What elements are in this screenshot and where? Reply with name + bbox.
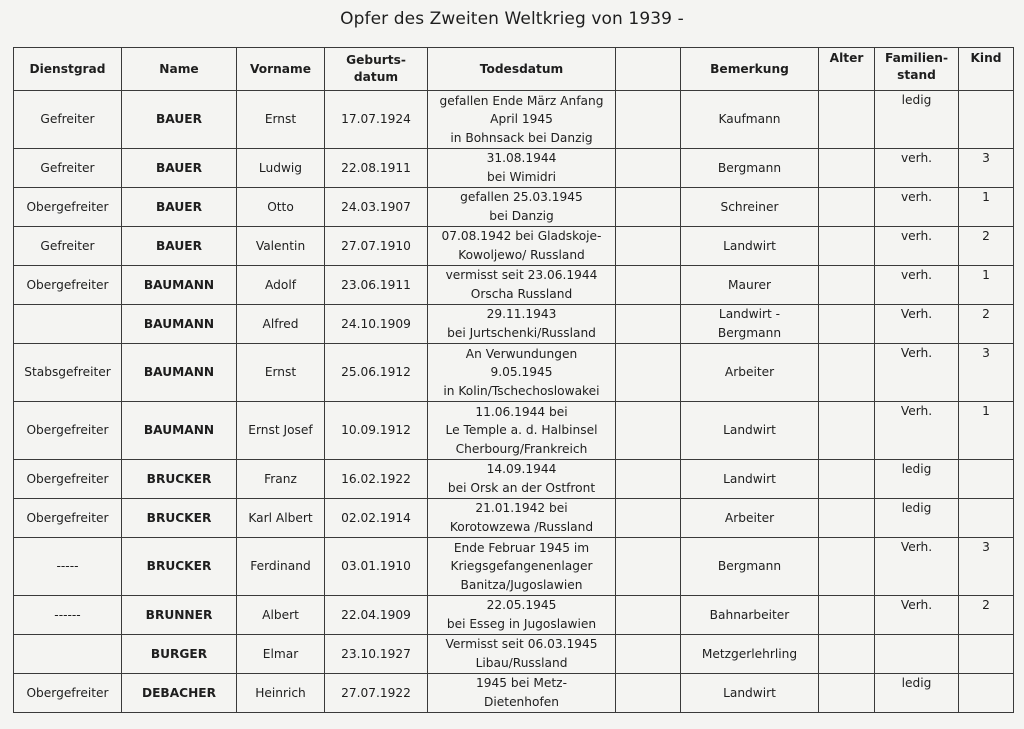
cell-blank [616, 344, 681, 402]
cell-dienstgrad: Obergefreiter [14, 499, 122, 538]
table-row [14, 91, 1014, 149]
casualty-table [13, 47, 1014, 713]
cell-vorname: Elmar [237, 635, 325, 674]
cell-name: BAUER [122, 227, 237, 266]
cell-todesdatum: 1945 bei Metz- Dietenhofen [428, 674, 616, 713]
cell-familienstand: Verh. [875, 402, 959, 460]
cell-dienstgrad: Obergefreiter [14, 674, 122, 713]
cell-todesdatum: 29.11.1943 bei Jurtschenki/Russland [428, 305, 616, 344]
cell-geburtsdatum: 27.07.1910 [325, 227, 428, 266]
table-row [14, 227, 1014, 266]
cell-alter [819, 344, 875, 402]
cell-geburtsdatum: 25.06.1912 [325, 344, 428, 402]
cell-geburtsdatum: 03.01.1910 [325, 538, 428, 596]
cell-todesdatum: gefallen Ende März Anfang April 1945 in Bohnsack bei Danzig [428, 91, 616, 149]
header-blank [616, 48, 681, 91]
header-vorname: Vorname [237, 48, 325, 91]
header-dienstgrad: Dienstgrad [14, 48, 122, 91]
cell-familienstand: Verh. [875, 596, 959, 635]
cell-familienstand: Verh. [875, 344, 959, 402]
cell-bemerkung: Landwirt [681, 402, 819, 460]
cell-blank [616, 635, 681, 674]
cell-vorname: Ernst [237, 91, 325, 149]
cell-blank [616, 227, 681, 266]
cell-bemerkung: Bergmann [681, 149, 819, 188]
cell-vorname: Ferdinand [237, 538, 325, 596]
cell-vorname: Albert [237, 596, 325, 635]
cell-alter [819, 538, 875, 596]
cell-vorname: Ernst [237, 344, 325, 402]
cell-familienstand: Verh. [875, 305, 959, 344]
table-body [14, 91, 1014, 713]
cell-alter [819, 402, 875, 460]
cell-kind: 2 [959, 596, 1014, 635]
cell-dienstgrad: Obergefreiter [14, 266, 122, 305]
cell-alter [819, 188, 875, 227]
cell-todesdatum: 07.08.1942 bei Gladskoje- Kowoljewo/ Russland [428, 227, 616, 266]
cell-bemerkung: Kaufmann [681, 91, 819, 149]
cell-todesdatum: 14.09.1944 bei Orsk an der Ostfront [428, 460, 616, 499]
cell-vorname: Otto [237, 188, 325, 227]
cell-name: BAUER [122, 149, 237, 188]
cell-name: BAUMANN [122, 402, 237, 460]
cell-blank [616, 460, 681, 499]
cell-geburtsdatum: 10.09.1912 [325, 402, 428, 460]
cell-kind: 3 [959, 149, 1014, 188]
cell-geburtsdatum: 23.06.1911 [325, 266, 428, 305]
table-row [14, 305, 1014, 344]
cell-bemerkung: Landwirt [681, 460, 819, 499]
cell-vorname: Karl Albert [237, 499, 325, 538]
table-row [14, 596, 1014, 635]
cell-todesdatum: 31.08.1944 bei Wimidri [428, 149, 616, 188]
cell-geburtsdatum: 23.10.1927 [325, 635, 428, 674]
cell-vorname: Valentin [237, 227, 325, 266]
cell-dienstgrad: ------ [14, 596, 122, 635]
table-row [14, 635, 1014, 674]
cell-name: BRUNNER [122, 596, 237, 635]
table-row [14, 344, 1014, 402]
header-familienstand: Familien- stand [875, 48, 959, 91]
cell-blank [616, 402, 681, 460]
cell-todesdatum: 22.05.1945 bei Esseg in Jugoslawien [428, 596, 616, 635]
cell-name: BAUMANN [122, 266, 237, 305]
cell-geburtsdatum: 27.07.1922 [325, 674, 428, 713]
cell-vorname: Franz [237, 460, 325, 499]
cell-alter [819, 149, 875, 188]
cell-dienstgrad: Gefreiter [14, 149, 122, 188]
cell-kind [959, 635, 1014, 674]
cell-dienstgrad: ----- [14, 538, 122, 596]
cell-name: BRUCKER [122, 460, 237, 499]
table-row [14, 499, 1014, 538]
cell-dienstgrad: Gefreiter [14, 91, 122, 149]
header-geburtsdatum: Geburts- datum [325, 48, 428, 91]
cell-blank [616, 305, 681, 344]
cell-todesdatum: An Verwundungen 9.05.1945 in Kolin/Tschechoslowakei [428, 344, 616, 402]
cell-bemerkung: Metzgerlehrling [681, 635, 819, 674]
cell-geburtsdatum: 24.03.1907 [325, 188, 428, 227]
cell-alter [819, 227, 875, 266]
cell-familienstand: ledig [875, 499, 959, 538]
cell-familienstand: verh. [875, 188, 959, 227]
page-title: Opfer des Zweiten Weltkrieg von 1939 - [340, 9, 684, 29]
cell-bemerkung: Bergmann [681, 538, 819, 596]
header-name: Name [122, 48, 237, 91]
cell-vorname: Ernst Josef [237, 402, 325, 460]
cell-familienstand: verh. [875, 149, 959, 188]
cell-vorname: Adolf [237, 266, 325, 305]
cell-dienstgrad [14, 305, 122, 344]
cell-geburtsdatum: 24.10.1909 [325, 305, 428, 344]
cell-alter [819, 596, 875, 635]
cell-dienstgrad: Obergefreiter [14, 460, 122, 499]
cell-bemerkung: Maurer [681, 266, 819, 305]
cell-geburtsdatum: 22.04.1909 [325, 596, 428, 635]
cell-name: BRUCKER [122, 499, 237, 538]
cell-dienstgrad [14, 635, 122, 674]
table-row [14, 460, 1014, 499]
cell-geburtsdatum: 16.02.1922 [325, 460, 428, 499]
cell-kind: 2 [959, 305, 1014, 344]
header-alter: Alter [819, 48, 875, 91]
cell-kind: 2 [959, 227, 1014, 266]
cell-vorname: Alfred [237, 305, 325, 344]
cell-kind: 3 [959, 344, 1014, 402]
cell-name: BAUMANN [122, 344, 237, 402]
cell-kind [959, 460, 1014, 499]
table-row [14, 149, 1014, 188]
cell-alter [819, 266, 875, 305]
cell-bemerkung: Arbeiter [681, 344, 819, 402]
cell-bemerkung: Bahnarbeiter [681, 596, 819, 635]
header-row [14, 48, 1014, 91]
cell-blank [616, 499, 681, 538]
cell-bemerkung: Landwirt [681, 674, 819, 713]
cell-name: BAUER [122, 91, 237, 149]
cell-geburtsdatum: 17.07.1924 [325, 91, 428, 149]
cell-dienstgrad: Stabsgefreiter [14, 344, 122, 402]
cell-bemerkung: Landwirt [681, 227, 819, 266]
cell-alter [819, 460, 875, 499]
cell-kind [959, 674, 1014, 713]
cell-todesdatum: 11.06.1944 bei Le Temple a. d. Halbinsel Cherbourg/Frankreich [428, 402, 616, 460]
cell-dienstgrad: Obergefreiter [14, 188, 122, 227]
cell-name: BAUER [122, 188, 237, 227]
table-row [14, 266, 1014, 305]
header-kind: Kind [959, 48, 1014, 91]
cell-familienstand: ledig [875, 674, 959, 713]
cell-todesdatum: 21.01.1942 bei Korotowzewa /Russland [428, 499, 616, 538]
cell-blank [616, 596, 681, 635]
cell-todesdatum: gefallen 25.03.1945 bei Danzig [428, 188, 616, 227]
cell-todesdatum: vermisst seit 23.06.1944 Orscha Russland [428, 266, 616, 305]
cell-todesdatum: Vermisst seit 06.03.1945 Libau/Russland [428, 635, 616, 674]
cell-blank [616, 149, 681, 188]
header-todesdatum: Todesdatum [428, 48, 616, 91]
cell-alter [819, 305, 875, 344]
cell-familienstand: verh. [875, 266, 959, 305]
cell-name: BAUMANN [122, 305, 237, 344]
cell-blank [616, 538, 681, 596]
table-row [14, 402, 1014, 460]
table-row [14, 188, 1014, 227]
cell-kind: 1 [959, 266, 1014, 305]
cell-alter [819, 635, 875, 674]
cell-familienstand: Verh. [875, 538, 959, 596]
cell-kind [959, 91, 1014, 149]
cell-familienstand: ledig [875, 460, 959, 499]
cell-vorname: Ludwig [237, 149, 325, 188]
cell-bemerkung: Schreiner [681, 188, 819, 227]
table-row [14, 674, 1014, 713]
cell-familienstand [875, 635, 959, 674]
cell-todesdatum: Ende Februar 1945 im Kriegsgefangenenlager Banitza/Jugoslawien [428, 538, 616, 596]
cell-geburtsdatum: 02.02.1914 [325, 499, 428, 538]
cell-geburtsdatum: 22.08.1911 [325, 149, 428, 188]
cell-familienstand: ledig [875, 91, 959, 149]
cell-dienstgrad: Obergefreiter [14, 402, 122, 460]
cell-kind [959, 499, 1014, 538]
cell-familienstand: verh. [875, 227, 959, 266]
cell-blank [616, 674, 681, 713]
cell-blank [616, 91, 681, 149]
cell-bemerkung: Arbeiter [681, 499, 819, 538]
cell-kind: 1 [959, 402, 1014, 460]
table-row [14, 538, 1014, 596]
cell-blank [616, 188, 681, 227]
cell-name: BURGER [122, 635, 237, 674]
header-bemerkung: Bemerkung [681, 48, 819, 91]
cell-alter [819, 499, 875, 538]
cell-kind: 3 [959, 538, 1014, 596]
cell-alter [819, 91, 875, 149]
cell-name: DEBACHER [122, 674, 237, 713]
cell-name: BRUCKER [122, 538, 237, 596]
cell-bemerkung: Landwirt - Bergmann [681, 305, 819, 344]
cell-kind: 1 [959, 188, 1014, 227]
cell-blank [616, 266, 681, 305]
cell-dienstgrad: Gefreiter [14, 227, 122, 266]
cell-alter [819, 674, 875, 713]
cell-vorname: Heinrich [237, 674, 325, 713]
